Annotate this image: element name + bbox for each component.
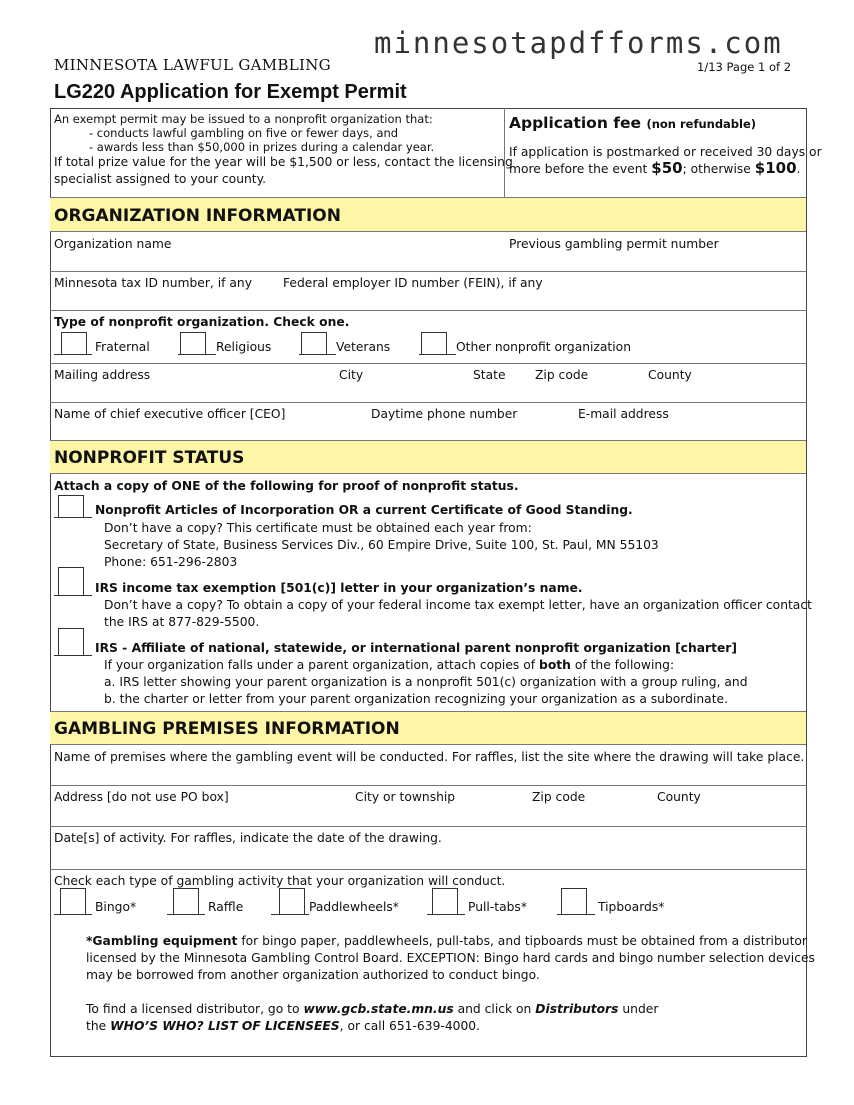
agency-name: MINNESOTA LAWFUL GAMBLING xyxy=(54,56,331,74)
fee-title: Application fee (non refundable) xyxy=(509,114,757,132)
watermark: minnesotapdfforms.com xyxy=(374,26,783,60)
fee-amount-late: $100 xyxy=(754,159,797,177)
fraternal-checkbox[interactable] xyxy=(61,332,87,354)
state-field[interactable]: State xyxy=(473,368,506,382)
activity-check-label: Check each type of gambling activity that your organization will conduct. xyxy=(54,874,506,888)
fee-line-2: more before the event $50; otherwise $100. xyxy=(509,159,801,177)
premises-zip-field[interactable]: Zip code xyxy=(532,790,586,804)
type-religious-label: Religious xyxy=(216,340,272,354)
veterans-checkbox[interactable] xyxy=(301,332,327,354)
premises-address-field[interactable]: Address [do not use PO box] xyxy=(54,790,229,804)
option-irs-title: IRS income tax exemption [501(c)] letter in your organization’s name. xyxy=(95,581,583,595)
org-type-label: Type of nonprofit organization. Check one. xyxy=(54,315,350,329)
city-field[interactable]: City xyxy=(339,368,364,382)
distributors-link[interactable]: Distributors xyxy=(535,1002,619,1016)
distributor-note-2: the WHO’S WHO? LIST OF LICENSEES, or call 651-639-4000. xyxy=(86,1019,481,1033)
activity-bingo-label: Bingo* xyxy=(95,900,137,914)
mailing-address-field[interactable]: Mailing address xyxy=(54,368,151,382)
mn-tax-id-field[interactable]: Minnesota tax ID number, if any xyxy=(54,276,252,290)
irs-letter-checkbox[interactable] xyxy=(58,567,84,595)
equipment-note-3: may be borrowed from another organization authorized to conduct bingo. xyxy=(86,968,540,982)
zip-field[interactable]: Zip code xyxy=(535,368,589,382)
tipboards-checkbox[interactable] xyxy=(561,888,587,914)
form-title: LG220 Application for Exempt Permit xyxy=(54,81,407,103)
irs-affiliate-checkbox[interactable] xyxy=(58,628,84,655)
activity-paddlewheels-label: Paddlewheels* xyxy=(309,900,399,914)
raffle-checkbox[interactable] xyxy=(173,888,199,914)
prev-permit-field[interactable]: Previous gambling permit number xyxy=(509,237,719,251)
equipment-note-2: licensed by the Minnesota Gambling Control Board. EXCEPTION: Bingo hard cards and bingo number selection devices xyxy=(86,951,815,965)
option-affiliate-title: IRS - Affiliate of national, statewide, or international parent nonprofit organization [charter] xyxy=(95,641,737,655)
option-affiliate-note-1: If your organization falls under a parent organization, attach copies of both of the following: xyxy=(104,658,675,672)
intro-line-5: specialist assigned to your county. xyxy=(54,172,267,186)
activity-dates-field[interactable]: Date[s] of activity. For raffles, indicate the date of the drawing. xyxy=(54,831,442,845)
intro-line-4: If total prize value for the year will be $1,500 or less, contact the licensing xyxy=(54,155,513,169)
option-articles-note-3: Phone: 651-296-2803 xyxy=(104,555,238,569)
articles-checkbox[interactable] xyxy=(58,495,84,517)
org-name-field[interactable]: Organization name xyxy=(54,237,172,251)
option-irs-note-1: Don’t have a copy? To obtain a copy of your federal income tax exempt letter, have an organization officer contact xyxy=(104,598,812,612)
activity-raffle-label: Raffle xyxy=(208,900,244,914)
option-affiliate-a: a. IRS letter showing your parent organization is a nonprofit 501(c) organization with a group ruling, and xyxy=(104,675,748,689)
premises-city-field[interactable]: City or township xyxy=(355,790,456,804)
option-affiliate-b: b. the charter or letter from your parent organization recognizing your organization as a subordinate. xyxy=(104,692,728,706)
option-articles-title: Nonprofit Articles of Incorporation OR a current Certificate of Good Standing. xyxy=(95,503,633,517)
option-articles-note-1: Don’t have a copy? This certificate must be obtained each year from: xyxy=(104,521,532,535)
intro-line-2: - conducts lawful gambling on five or fewer days, and xyxy=(89,126,399,140)
section-premises: GAMBLING PREMISES INFORMATION xyxy=(50,711,806,745)
distributor-note-1: To find a licensed distributor, go to www.gcb.state.mn.us and click on Distributors under xyxy=(86,1002,659,1016)
daytime-phone-field[interactable]: Daytime phone number xyxy=(371,407,518,421)
option-irs-note-2: the IRS at 877-829-5500. xyxy=(104,615,260,629)
activity-tipboards-label: Tipboards* xyxy=(598,900,665,914)
fee-line-1: If application is postmarked or received 30 days or xyxy=(509,145,822,159)
nonprofit-attach-label: Attach a copy of ONE of the following for proof of nonprofit status. xyxy=(54,479,519,493)
section-organization: ORGANIZATION INFORMATION xyxy=(50,197,806,232)
premises-name-field[interactable]: Name of premises where the gambling event will be conducted. For raffles, list the site where the drawing will take place. xyxy=(54,750,805,764)
county-field[interactable]: County xyxy=(648,368,692,382)
bingo-checkbox[interactable] xyxy=(60,888,86,914)
page-info: 1/13 Page 1 of 2 xyxy=(697,60,792,74)
fee-amount-early: $50 xyxy=(651,159,683,177)
type-other-label: Other nonprofit organization xyxy=(456,340,631,354)
type-fraternal-label: Fraternal xyxy=(95,340,150,354)
fein-field[interactable]: Federal employer ID number (FEIN), if any xyxy=(283,276,543,290)
section-nonprofit-status: NONPROFIT STATUS xyxy=(50,440,806,474)
equipment-note-1: *Gambling equipment for bingo paper, paddlewheels, pull-tabs, and tipboards must be obtained from a distributor xyxy=(86,934,807,948)
ceo-field[interactable]: Name of chief executive officer [CEO] xyxy=(54,407,286,421)
email-field[interactable]: E-mail address xyxy=(578,407,669,421)
pulltabs-checkbox[interactable] xyxy=(432,888,458,914)
intro-line-3: - awards less than $50,000 in prizes during a calendar year. xyxy=(89,140,435,154)
type-veterans-label: Veterans xyxy=(336,340,391,354)
gcb-website-link[interactable]: www.gcb.state.mn.us xyxy=(303,1002,454,1016)
premises-county-field[interactable]: County xyxy=(657,790,701,804)
religious-checkbox[interactable] xyxy=(180,332,206,354)
intro-line-1: An exempt permit may be issued to a nonprofit organization that: xyxy=(54,112,433,126)
other-nonprofit-checkbox[interactable] xyxy=(421,332,447,354)
option-articles-note-2: Secretary of State, Business Services Div., 60 Empire Drive, Suite 100, St. Paul, MN 55103 xyxy=(104,538,659,552)
paddlewheels-checkbox[interactable] xyxy=(279,888,305,914)
activity-pulltabs-label: Pull-tabs* xyxy=(468,900,527,914)
